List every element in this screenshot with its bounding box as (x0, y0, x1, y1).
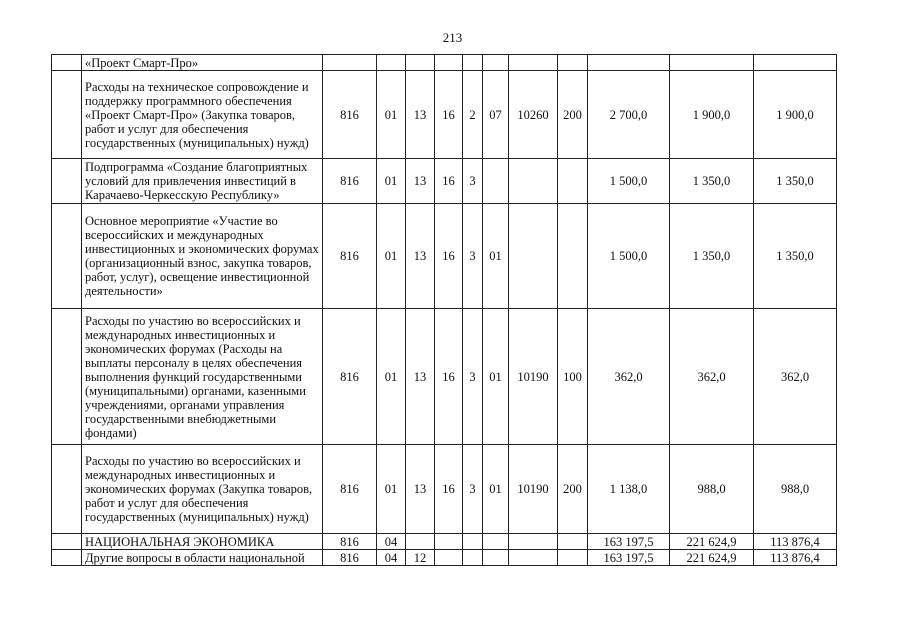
expense-type-cell (558, 534, 588, 550)
subsection-code-cell: 13 (406, 159, 435, 204)
subsection-code-cell: 13 (406, 204, 435, 309)
amount-year2-cell: 988,0 (670, 445, 754, 534)
program-code-cell: 16 (435, 445, 463, 534)
row-number-cell (52, 550, 82, 566)
amount-year2-cell: 221 624,9 (670, 550, 754, 566)
amount-year2-cell: 362,0 (670, 309, 754, 445)
event-code-cell (483, 159, 509, 204)
section-code-cell (377, 55, 406, 71)
section-code-cell: 01 (377, 71, 406, 159)
subprogram-code-cell: 3 (463, 445, 483, 534)
amount-year1-cell: 163 197,5 (588, 550, 670, 566)
row-number-cell (52, 309, 82, 445)
direction-code-cell (509, 159, 558, 204)
item-name-cell: Другие вопросы в области национальной (82, 550, 323, 566)
item-name-cell: «Проект Смарт-Про» (82, 55, 323, 71)
subprogram-code-cell (463, 550, 483, 566)
subprogram-code-cell: 3 (463, 204, 483, 309)
amount-year3-cell: 1 350,0 (754, 204, 837, 309)
ministry-code-cell: 816 (323, 159, 377, 204)
table-row (52, 55, 837, 71)
ministry-code-cell: 816 (323, 534, 377, 550)
section-code-cell: 04 (377, 534, 406, 550)
program-code-cell (435, 550, 463, 566)
subsection-code-cell: 13 (406, 71, 435, 159)
event-code-cell (483, 550, 509, 566)
table-row (52, 550, 837, 566)
subprogram-code-cell: 3 (463, 309, 483, 445)
amount-year2-cell: 221 624,9 (670, 534, 754, 550)
section-code-cell: 01 (377, 204, 406, 309)
subsection-code-cell: 12 (406, 550, 435, 566)
table-row (52, 159, 837, 204)
expense-type-cell: 200 (558, 445, 588, 534)
amount-year1-cell: 163 197,5 (588, 534, 670, 550)
amount-year2-cell (670, 55, 754, 71)
event-code-cell: 01 (483, 204, 509, 309)
event-code-cell: 07 (483, 71, 509, 159)
item-name-cell: Расходы по участию во всероссийских и международных инвестиционных и экономических форумах (Закупка товаров, работ и услуг для обеспечения государственных (муниципальных) нужд) (82, 445, 323, 534)
row-number-cell (52, 204, 82, 309)
table-row (52, 309, 837, 445)
amount-year1-cell: 1 500,0 (588, 159, 670, 204)
program-code-cell (435, 55, 463, 71)
ministry-code-cell: 816 (323, 445, 377, 534)
section-code-cell: 01 (377, 159, 406, 204)
amount-year3-cell: 113 876,4 (754, 534, 837, 550)
table-row (52, 445, 837, 534)
expense-type-cell (558, 204, 588, 309)
amount-year3-cell: 988,0 (754, 445, 837, 534)
subprogram-code-cell (463, 55, 483, 71)
row-number-cell (52, 55, 82, 71)
amount-year2-cell: 1 350,0 (670, 204, 754, 309)
program-code-cell: 16 (435, 309, 463, 445)
row-number-cell (52, 159, 82, 204)
row-number-cell (52, 71, 82, 159)
program-code-cell: 16 (435, 71, 463, 159)
subsection-code-cell: 13 (406, 309, 435, 445)
table-row (52, 71, 837, 159)
ministry-code-cell: 816 (323, 550, 377, 566)
expense-type-cell: 100 (558, 309, 588, 445)
amount-year1-cell: 362,0 (588, 309, 670, 445)
ministry-code-cell: 816 (323, 71, 377, 159)
expense-type-cell: 200 (558, 71, 588, 159)
direction-code-cell (509, 55, 558, 71)
event-code-cell (483, 55, 509, 71)
direction-code-cell (509, 534, 558, 550)
direction-code-cell: 10260 (509, 71, 558, 159)
amount-year1-cell (588, 55, 670, 71)
amount-year1-cell: 1 500,0 (588, 204, 670, 309)
amount-year2-cell: 1 350,0 (670, 159, 754, 204)
row-number-cell (52, 534, 82, 550)
amount-year3-cell: 362,0 (754, 309, 837, 445)
direction-code-cell: 10190 (509, 445, 558, 534)
page-number: 213 (442, 30, 463, 45)
amount-year1-cell: 2 700,0 (588, 71, 670, 159)
item-name-cell: Расходы на техническое сопровождение и поддержку программного обеспечения «Проект Смарт-Про» (Закупка товаров, работ и услуг для обеспечения государственных (муниципальных) нужд) (82, 71, 323, 159)
amount-year3-cell: 1 900,0 (754, 71, 837, 159)
budget-table (51, 54, 837, 566)
item-name-cell: Расходы по участию во всероссийских и международных инвестиционных и экономических форумах (Расходы на выплаты персоналу в целях обеспечения выполнения функций государственными (муниципальными) органами, казенными учреждениями, органами управления государственными внебюджетными фондами) (82, 309, 323, 445)
ministry-code-cell: 816 (323, 204, 377, 309)
direction-code-cell (509, 550, 558, 566)
subprogram-code-cell: 2 (463, 71, 483, 159)
expense-type-cell (558, 159, 588, 204)
row-number-cell (52, 445, 82, 534)
direction-code-cell: 10190 (509, 309, 558, 445)
subsection-code-cell (406, 55, 435, 71)
ministry-code-cell: 816 (323, 309, 377, 445)
direction-code-cell (509, 204, 558, 309)
subsection-code-cell: 13 (406, 445, 435, 534)
event-code-cell: 01 (483, 445, 509, 534)
subprogram-code-cell: 3 (463, 159, 483, 204)
section-code-cell: 01 (377, 445, 406, 534)
subprogram-code-cell (463, 534, 483, 550)
amount-year2-cell: 1 900,0 (670, 71, 754, 159)
amount-year1-cell: 1 138,0 (588, 445, 670, 534)
event-code-cell (483, 534, 509, 550)
ministry-code-cell (323, 55, 377, 71)
program-code-cell: 16 (435, 159, 463, 204)
table-row (52, 204, 837, 309)
table-row (52, 534, 837, 550)
item-name-cell: Основное мероприятие «Участие во всероссийских и международных инвестиционных и экономических форумах (организационный взнос, закупка товаров, работ, услуг), освещение инвестиционной деятельности» (82, 204, 323, 309)
event-code-cell: 01 (483, 309, 509, 445)
amount-year3-cell: 113 876,4 (754, 550, 837, 566)
amount-year3-cell (754, 55, 837, 71)
subsection-code-cell (406, 534, 435, 550)
expense-type-cell (558, 550, 588, 566)
section-code-cell: 04 (377, 550, 406, 566)
amount-year3-cell: 1 350,0 (754, 159, 837, 204)
program-code-cell (435, 534, 463, 550)
section-code-cell: 01 (377, 309, 406, 445)
expense-type-cell (558, 55, 588, 71)
program-code-cell: 16 (435, 204, 463, 309)
item-name-cell: НАЦИОНАЛЬНАЯ ЭКОНОМИКА (82, 534, 323, 550)
item-name-cell: Подпрограмма «Создание благоприятных условий для привлечения инвестиций в Карачаево-Черкесскую Республику» (82, 159, 323, 204)
